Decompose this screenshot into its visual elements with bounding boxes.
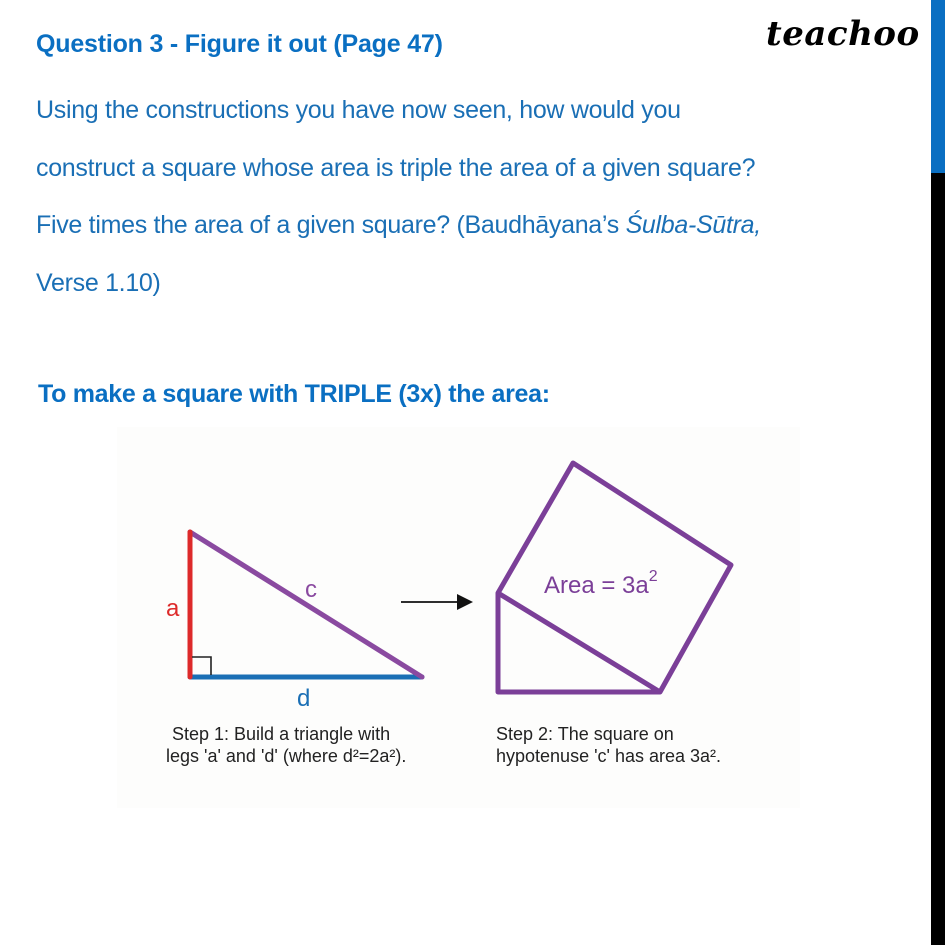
right-angle-marker	[192, 657, 211, 675]
sidebar-accent-black	[931, 173, 945, 945]
area-label	[544, 568, 658, 599]
question-line-3-text: Five times the area of a given square? (Baudhāyana’s	[36, 211, 626, 239]
sulba-sutra-title: Śulba-Sūtra,	[625, 211, 761, 239]
question-line-1: Using the constructions you have now seen, how would you	[36, 96, 681, 124]
label-c: c	[305, 576, 317, 603]
step-1-line-2: legs 'a' and 'd' (where d²=2a²).	[166, 746, 407, 766]
area-label-sup: 2	[648, 568, 658, 585]
question-line-2: construct a square whose area is triple the area of a given square?	[36, 153, 756, 182]
step-2-line-1: Step 2: The square on	[496, 724, 674, 744]
right-triangle	[190, 532, 422, 677]
step-2-line-2: hypotenuse 'c' has area 3a².	[496, 746, 722, 766]
question-text	[36, 82, 916, 312]
solution-subheading: To make a square with TRIPLE (3x) the area:	[38, 380, 550, 408]
step-1-line-1: Step 1: Build a triangle with	[172, 724, 391, 744]
teachoo-logo: teachoo	[766, 14, 920, 54]
question-line-3	[36, 197, 916, 255]
sidebar-accent-blue	[931, 0, 945, 173]
label-d: d	[297, 685, 311, 712]
step-1-caption	[166, 723, 406, 767]
hypotenuse-c-line	[190, 532, 422, 677]
arrow-right-icon	[401, 594, 473, 610]
question-line-4: Verse 1.10)	[36, 268, 161, 297]
label-a: a	[166, 595, 180, 622]
question-title: Question 3 - Figure it out (Page 47)	[36, 30, 443, 58]
area-label-text: Area = 3a	[544, 572, 649, 599]
step-2-caption	[496, 723, 721, 767]
